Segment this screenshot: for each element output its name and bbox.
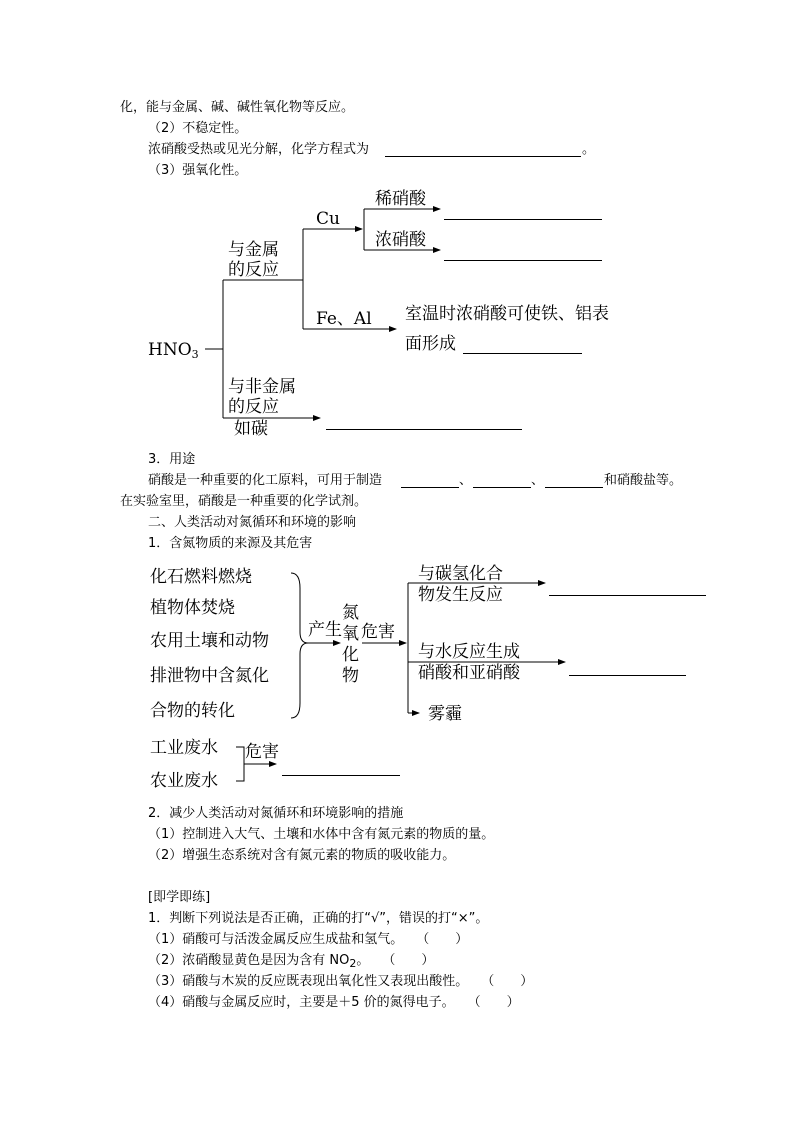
answer-blank[interactable] — [282, 775, 400, 776]
text-line: 在实验室里，硝酸是一种重要的化学试剂。 — [120, 494, 368, 509]
passivation-text: 面形成 — [405, 334, 456, 354]
question-item[interactable]: （1）硝酸可与活泼金属反应生成盐和氢气。 （ ） — [148, 932, 469, 947]
subsection-heading: 1．含氮物质的来源及其危害 — [148, 536, 313, 551]
wastewater-item: 农业废水 — [150, 771, 218, 791]
source-item: 化石燃料燃烧 — [150, 567, 252, 587]
dilute-nitric-label: 稀硝酸 — [375, 189, 426, 209]
subsection-heading: 2．减少人类活动对氮循环和环境影响的措施 — [148, 806, 404, 821]
conc-nitric-label: 浓硝酸 — [375, 230, 426, 250]
harm-label: 危害 — [245, 742, 279, 762]
effect-label: 雾霾 — [428, 704, 462, 724]
text-line: 浓硝酸受热或见光分解，化学方程式为 — [148, 142, 370, 157]
nitrogen-oxide-label: 氮 — [342, 603, 359, 623]
nonmetal-reaction-label: 与非金属 — [228, 377, 296, 397]
source-item: 植物体焚烧 — [150, 598, 235, 618]
nitrogen-oxide-label: 化 — [342, 645, 359, 665]
text-line: （3）强氧化性。 — [148, 163, 248, 178]
metal-reaction-label: 与金属 — [228, 240, 279, 260]
text-line: 。 — [582, 142, 596, 157]
fe-al-label: Fe、Al — [316, 309, 372, 329]
answer-blank[interactable] — [549, 595, 706, 596]
text-line: （2）增强生态系统对含有氮元素的物质的吸收能力。 — [148, 848, 456, 863]
effect-label: 硝酸和亚硝酸 — [418, 663, 520, 683]
text-line: 硝酸是一种重要的化工原料，可用于制造 — [148, 473, 383, 488]
text-line: （1）控制进入大气、土壤和水体中含有氮元素的物质的量。 — [148, 827, 495, 842]
metal-reaction-label: 的反应 — [228, 260, 279, 280]
separator: 、 — [459, 473, 473, 488]
passivation-text: 室温时浓硝酸可使铁、铝表 — [405, 304, 609, 324]
effect-label: 物发生反应 — [418, 585, 503, 605]
section-heading: 二、人类活动对氮循环和环境的影响 — [148, 515, 357, 530]
separator: 、 — [531, 473, 545, 488]
source-item: 排泄物中含氮化 — [150, 666, 269, 686]
question-stem: 1．判断下列说法是否正确，正确的打“√”，错误的打“×”。 — [148, 911, 489, 926]
effect-label: 与碳氢化合 — [418, 564, 503, 584]
cu-label: Cu — [316, 209, 340, 229]
text-line: （2）不稳定性。 — [148, 121, 248, 136]
nonmetal-reaction-label: 的反应 — [228, 397, 279, 417]
section-heading: 3．用途 — [148, 452, 196, 467]
harm-label: 危害 — [361, 622, 395, 642]
question-item[interactable]: （2）浓硝酸显黄色是因为含有 $NO_2$。 （ ） — [148, 953, 435, 970]
text-line: 化，能与金属、碱、碱性氧化物等反应。 — [120, 100, 355, 115]
effect-label: 与水反应生成 — [418, 642, 520, 662]
nitrogen-oxide-label: 物 — [342, 666, 359, 686]
wastewater-item: 工业废水 — [150, 738, 218, 758]
practice-heading: [即学即练] — [148, 890, 211, 905]
carbon-label: 如碳 — [234, 419, 268, 439]
text-line: 和硝酸盐等。 — [604, 473, 683, 488]
hno3-label: $HNO_3$ — [148, 340, 199, 361]
question-item[interactable]: （4）硝酸与金属反应时，主要是＋5 价的氮得电子。 （ ） — [148, 995, 520, 1010]
source-item: 合物的转化 — [150, 701, 235, 721]
nitrogen-oxide-label: 氧 — [342, 624, 359, 644]
produce-label: 产生 — [308, 620, 342, 640]
answer-blank[interactable] — [569, 675, 686, 676]
source-item: 农用土壤和动物 — [150, 631, 269, 651]
question-item[interactable]: （3）硝酸与木炭的反应既表现出氧化性又表现出酸性。 （ ） — [148, 974, 534, 989]
